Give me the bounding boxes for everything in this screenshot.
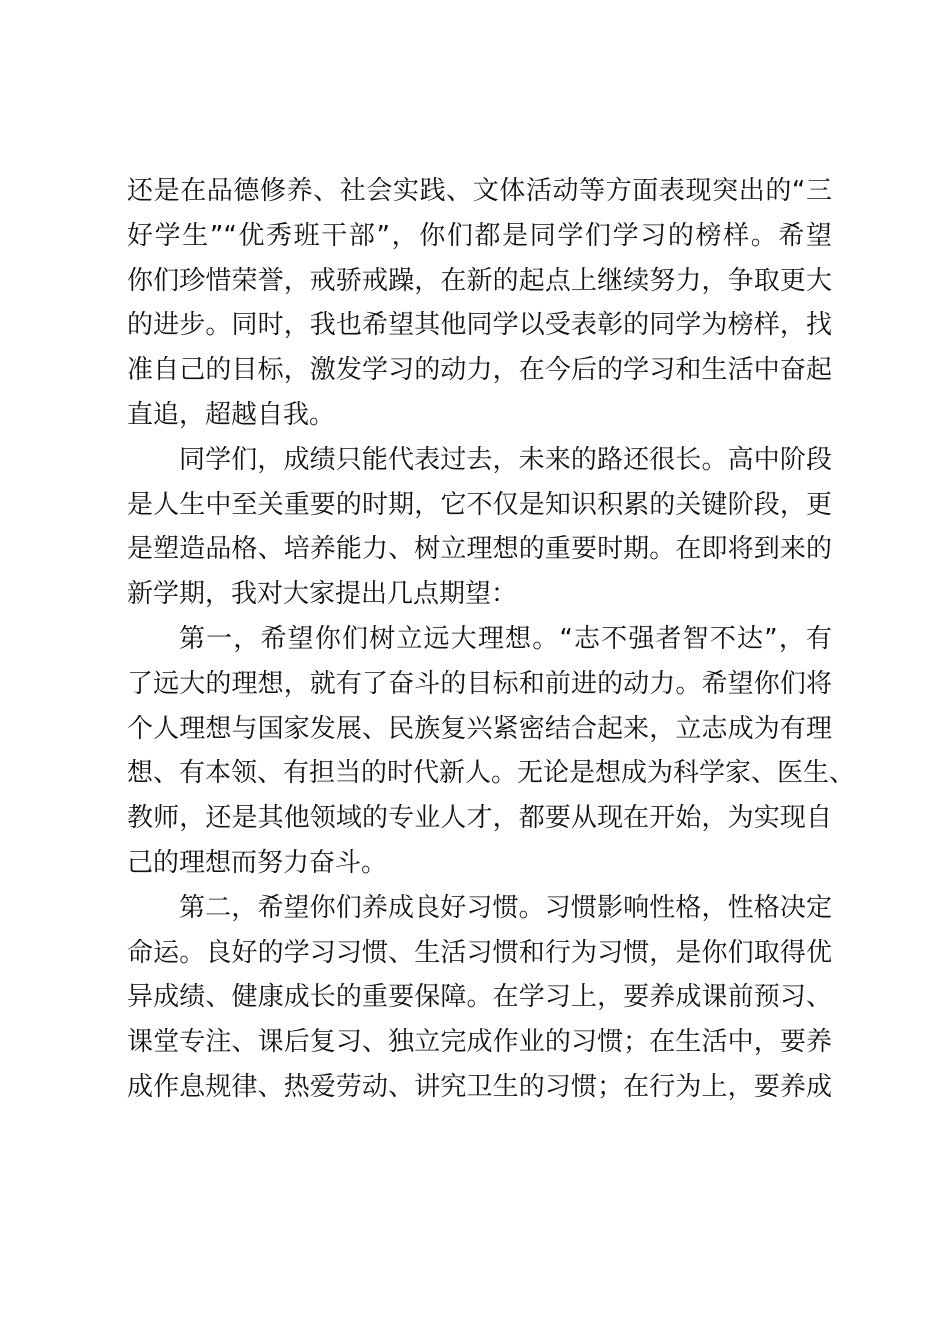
text-line: 是人生中至关重要的时期，它不仅是知识积累的关键阶段，更 [127,489,832,520]
text-line: 成作息规律、热爱劳动、讲究卫生的习惯；在行为上，要养成 [127,1071,832,1102]
text-line: 的进步。同时，我也希望其他同学以受表彰的同学为榜样，找 [127,310,832,341]
text-line: 个人理想与国家发展、民族复兴紧密结合起来，立志成为有理 [127,713,832,744]
text-line: 新学期，我对大家提出几点期望： [127,579,518,610]
text-line: 同学们，成绩只能代表过去，未来的路还很长。高中阶段 [179,444,832,475]
text-line: 好学生”“优秀班干部”，你们都是同学们学习的榜样。希望 [127,220,832,251]
text-line: 异成绩、健康成长的重要保障。在学习上，要养成课前预习、 [127,982,832,1013]
text-line: 想、有本领、有担当的时代新人。无论是想成为科学家、医生、 [127,758,856,789]
text-line: 准自己的目标，激发学习的动力，在今后的学习和生活中奋起 [127,355,832,386]
text-line: 己的理想而努力奋斗。 [127,847,388,878]
text-line: 了远大的理想，就有了奋斗的目标和前进的动力。希望你们将 [127,668,832,699]
text-line: 第一，希望你们树立远大理想。“志不强者智不达”，有 [179,623,832,654]
text-line: 命运。良好的学习习惯、生活习惯和行为习惯，是你们取得优 [127,937,832,968]
text-line: 第二，希望你们养成良好习惯。习惯影响性格，性格决定 [179,892,832,923]
text-line: 课堂专注、课后复习、独立完成作业的习惯；在生活中，要养 [127,1027,832,1058]
text-line: 教师，还是其他领域的专业人才，都要从现在开始，为实现自 [127,803,832,834]
text-line: 你们珍惜荣誉，戒骄戒躁，在新的起点上继续努力，争取更大 [127,265,832,296]
body-text [127,169,856,1110]
text-line: 还是在品德修养、社会实践、文体活动等方面表现突出的“三 [127,176,832,206]
text-line: 直追，超越自我。 [127,399,336,430]
text-line: 是塑造品格、培养能力、树立理想的重要时期。在即将到来的 [127,534,832,565]
